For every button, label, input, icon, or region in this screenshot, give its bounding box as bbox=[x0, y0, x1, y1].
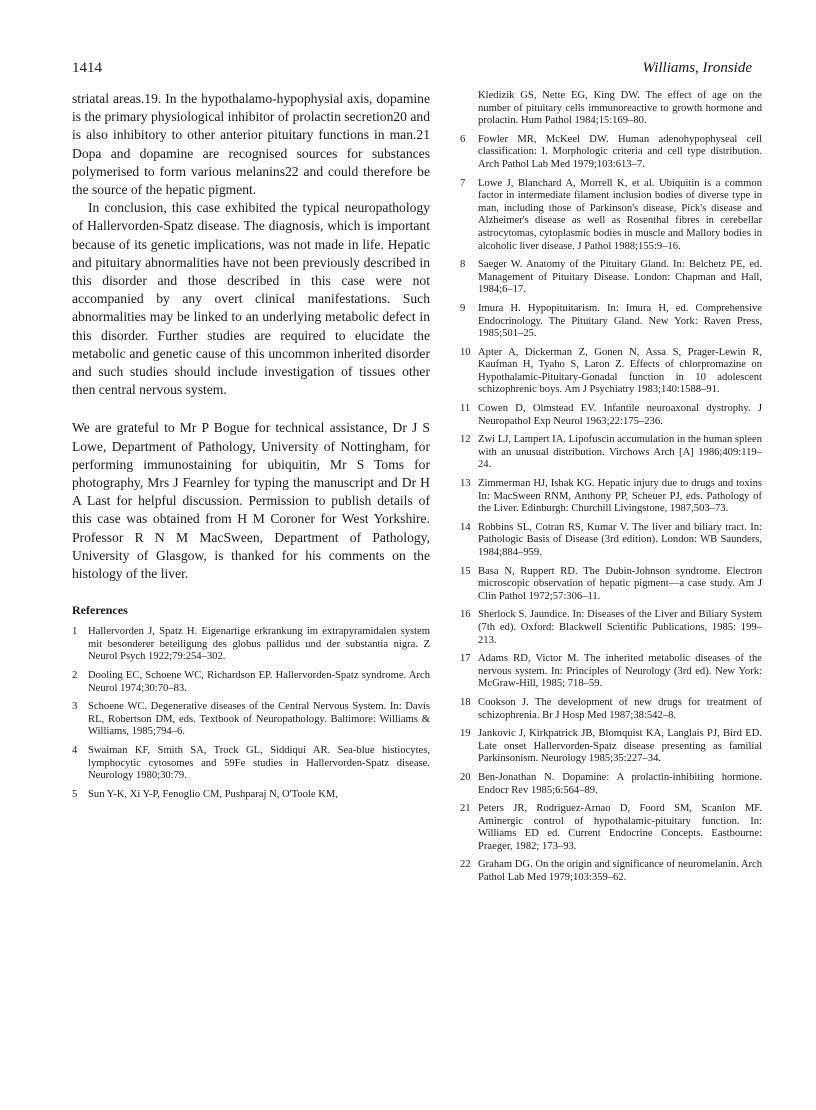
body-paragraph-2: In conclusion, this case exhibited the typical neuropathology of Hallervorden-Spatz disease. The diagnosis, which is important because of its genetic implications, was not made in life. Hepatic and pituitary abnormalities have not been previously described in this disorder and those described in this case were not accompanied by any overt clinical manifestations. Such abnormalities may be linked to an underlying metabolic defect in this disorder. Further studies are required to elucidate the metabolic and genetic cause of this uncommon inherited disorder and such studies should include investigation of tissues other then central nervous system. bbox=[72, 200, 430, 398]
reference-6: 6 Fowler MR, McKeel DW. Human adenohypophyseal cell classification: I. Morphologic criteria and cell type distribution. Arch Pathol Lab Med 1979;103:613–7. bbox=[460, 133, 762, 170]
reference-8: 8 Saeger W. Anatomy of the Pituitary Gland. In: Belchetz PE, ed. Management of Pituitary Disease. London: Chapman and Hall, 1984;6–17. bbox=[460, 259, 762, 296]
reference-9: 9 Imura H. Hypopituitarism. In: Imura H, ed. Comprehensive Endocrinology. The Pituitary Gland. New York: Raven Press, 1985;501–25. bbox=[460, 302, 762, 340]
reference-5-continued: Kledizik GS, Nette EG, King DW. The effect of age on the number of pituitary cells immunoreactive to growth hormone and prolactin. Hum Pathol 1984;15:169–80. bbox=[478, 90, 762, 127]
reference-20: 20 Ben-Jonathan N. Dopamine: A prolactin-inhibiting hormone. Endocr Rev 1985;6:564–89. bbox=[460, 771, 762, 796]
left-column bbox=[72, 90, 430, 807]
reference-4: 4 Swaiman KF, Smith SA, Trock GL, Siddiqui AR. Sea-blue histiocytes, lymphocytic cytosomes and 59Fe studies in Hallervorden-Spatz disease. Neurology 1980;30:79. bbox=[72, 745, 430, 782]
right-column bbox=[460, 90, 762, 891]
reference-13: 13 Zimmerman HJ, Ishak KG. Hepatic injury due to drugs and toxins In: MacSween RNM, Anthony PP, Scheuer PJ, eds. Pathology of the Liver. Edinburgh: Churchill Livingstone, 1987,503–73. bbox=[460, 478, 762, 515]
page-number: 1414 bbox=[72, 60, 102, 76]
reference-2: 2 Dooling EC, Schoene WC, Richardson EP. Hallervorden-Spatz syndrome. Arch Neurol 1974;30:70–83. bbox=[72, 670, 430, 694]
reference-list-left bbox=[72, 626, 430, 801]
reference-10: 10 Apter A, Dickerman Z, Gonen N, Assa S, Prager-Lewin R, Kaufman H, Tyaho S, Laron Z. Effects of chlorpromazine on Hypothalamic-Pituitary-Gonadal function in 10 adolescent schizophrenic boys. Am J Psychiatry 1983;140:1588–91. bbox=[460, 346, 762, 396]
reference-5: 5 Sun Y-K, Xi Y-P, Fenoglio CM, Pushparaj N, O'Toole KM, bbox=[72, 788, 338, 800]
reference-1: 1 Hallervorden J, Spatz H. Eigenartige erkrankung im extrapyramidalen system mit besonderer beteiligung des globus pallidus und der substantia nigra. Z Neurol Psych 1922;79:254–302. bbox=[72, 626, 430, 663]
reference-16: 16 Sherlock S. Jaundice. In: Diseases of the Liver and Biliary System (7th ed). Oxford: Blackwell Scientific Publications, 1985: 199–213. bbox=[460, 609, 762, 646]
body-paragraph-1: striatal areas.19. In the hypothalamo-hypophysial axis, dopamine is the primary physiological inhibitor of prolactin secretion20 and is also inhibitory to other anterior pituitary functions in man.21 Dopa and dopamine are recognised sources for substances polymerised to form various melanins22 and could therefore be the source of the hepatic pigment. bbox=[72, 91, 430, 198]
acknowledgement: We are grateful to Mr P Bogue for technical assistance, Dr J S Lowe, Department of Pathology, University of Nottingham, for performing immunostaining for ubiquitin, Mr S Toms for photography, Mrs J Fearnley for typing the manuscript and Dr H A Last for helpful discussion. Permission to publish details of this case was obtained from H M Coroner for West Yorkshire. Professor R N M MacSween, Department of Pathology, University of Glasgow, is thanked for his comments on the histology of the liver. bbox=[72, 420, 430, 582]
reference-21: 21 Peters JR, Rodriguez-Arnao D, Foord SM, Scanlon MF. Aminergic control of hypothalamic-pituitary function. In: Williams ED ed. Current Endocrine Concepts. Eastbourne: Praeger, 1982; 173–93. bbox=[460, 803, 762, 852]
reference-list-right bbox=[460, 90, 762, 885]
reference-3: 3 Schoene WC. Degenerative diseases of the Central Nervous System. In: Davis RL, Robertson DM, eds. Textbook of Neuropathology. Baltimore: Williams & Williams, 1985;794–6. bbox=[72, 701, 430, 738]
reference-15: 15 Basa N, Ruppert RD. The Dubin-Johnson syndrome. Electron microscopic observation of hepatic pigment—a case study. Am J Clin Pathol 1972;57:306–11. bbox=[460, 565, 762, 602]
reference-7: 7 Lowe J, Blanchard A, Morrell K, et al. Ubiquitin is a common factor in intermediate filament inclusion bodies of diverse type in man, including those of Parkinson's disease, Pick's disease and Alzheimer's disease as well as Rosenthal fibres in cerebellar astrocytomas, cytoplasmic bodies in muscle and Mallory bodies in alcoholic liver disease. J Pathol 1988;155:9–16. bbox=[460, 177, 762, 252]
reference-12: 12 Zwi LJ, Lampert IA. Lipofuscin accumulation in the human spleen with an unusual distribution. Virchows Arch [A] 1986;409:119–24. bbox=[460, 434, 762, 471]
reference-22: 22 Graham DG. On the origin and significance of neuromelanin. Arch Pathol Lab Med 1979;103:359–62. bbox=[460, 859, 762, 884]
references-heading: References bbox=[72, 603, 128, 618]
reference-17: 17 Adams RD, Victor M. The inherited metabolic diseases of the nervous system. In: Principles of Neurology (3rd ed). New York: McGraw-Hill, 1985; 718–59. bbox=[460, 653, 762, 690]
reference-11: 11 Cowen D, Olmstead EV. Infantile neuroaxonal dystrophy. J Neuropathol Exp Neurol 1963;22:175–236. bbox=[460, 403, 762, 427]
reference-18: 18 Cookson J. The development of new drugs for treatment of schizophrenia. Br J Hosp Med 1987;38:542–8. bbox=[460, 696, 762, 721]
running-head: Williams, Ironside bbox=[642, 60, 752, 76]
reference-14: 14 Robbins SL, Cotran RS, Kumar V. The liver and biliary tract. In: Pathologic Basis of Disease (3rd edition). London: WB Saunders, 1984;884–959. bbox=[460, 521, 762, 558]
reference-19: 19 Jankovic J, Kirkpatrick JB, Blomquist KA, Langlais PJ, Bird ED. Late onset Hallervorden-Spatz disease presenting as familial Parkinsonism. Neurology 1985;35:227–34. bbox=[460, 728, 762, 765]
